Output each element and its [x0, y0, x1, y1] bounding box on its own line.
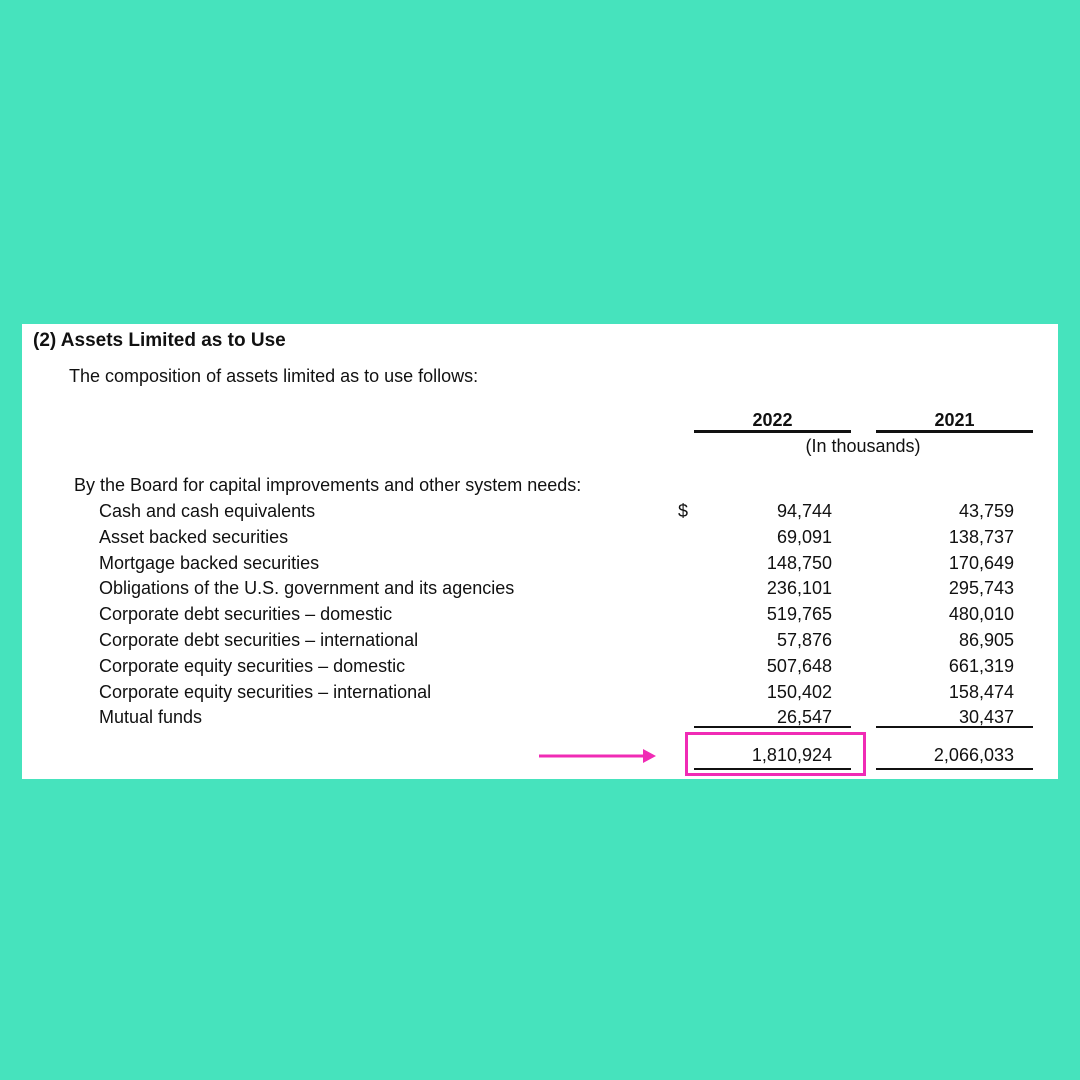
row-value-2022: 519,765	[766, 604, 832, 624]
financial-statement-excerpt	[22, 324, 1058, 779]
arrow-right-icon	[539, 745, 657, 767]
row-value-2021: 480,010	[948, 604, 1014, 624]
column-header-2022: 2022	[752, 410, 793, 430]
row-label: Corporate debt securities – international	[99, 630, 419, 650]
row-value-2022: 507,648	[766, 656, 832, 676]
row-label: Corporate equity securities – international	[99, 682, 432, 702]
subtotal-rule-2022	[694, 726, 851, 728]
row-value-2022: 26,547	[776, 707, 832, 727]
row-label: Mutual funds	[99, 707, 203, 727]
row-label: Obligations of the U.S. government and its agencies	[99, 578, 515, 598]
total-2022: 1,810,924	[751, 745, 832, 765]
column-header-rule-2022	[694, 430, 851, 433]
row-value-2022: 148,750	[766, 553, 832, 573]
row-label: Asset backed securities	[99, 527, 289, 547]
note-heading: (2) Assets Limited as to Use	[33, 330, 286, 351]
row-label: Corporate debt securities – domestic	[99, 604, 393, 624]
currency-symbol: $	[678, 501, 689, 521]
column-header-2021: 2021	[934, 410, 975, 430]
row-value-2021: 295,743	[948, 578, 1014, 598]
row-value-2021: 158,474	[948, 682, 1014, 702]
row-value-2021: 170,649	[948, 553, 1014, 573]
row-value-2022: 94,744	[776, 501, 832, 521]
intro-text: The composition of assets limited as to use follows:	[69, 366, 479, 386]
row-value-2021: 30,437	[958, 707, 1014, 727]
row-value-2021: 43,759	[958, 501, 1014, 521]
row-label: Cash and cash equivalents	[99, 501, 316, 521]
row-label: Corporate equity securities – domestic	[99, 656, 406, 676]
total-rule-2021	[876, 768, 1033, 770]
total-2021: 2,066,033	[933, 745, 1014, 765]
column-header-rule-2021	[876, 430, 1033, 433]
row-value-2021: 661,319	[948, 656, 1014, 676]
row-value-2022: 236,101	[766, 578, 832, 598]
section-label: By the Board for capital improvements and other system needs:	[74, 475, 582, 495]
total-highlight-box	[685, 732, 866, 776]
row-value-2021: 138,737	[948, 527, 1014, 547]
row-value-2021: 86,905	[958, 630, 1014, 650]
row-value-2022: 57,876	[776, 630, 832, 650]
units-label: (In thousands)	[805, 436, 921, 456]
row-label: Mortgage backed securities	[99, 553, 320, 573]
row-value-2022: 69,091	[776, 527, 832, 547]
subtotal-rule-2021	[876, 726, 1033, 728]
row-value-2022: 150,402	[766, 682, 832, 702]
